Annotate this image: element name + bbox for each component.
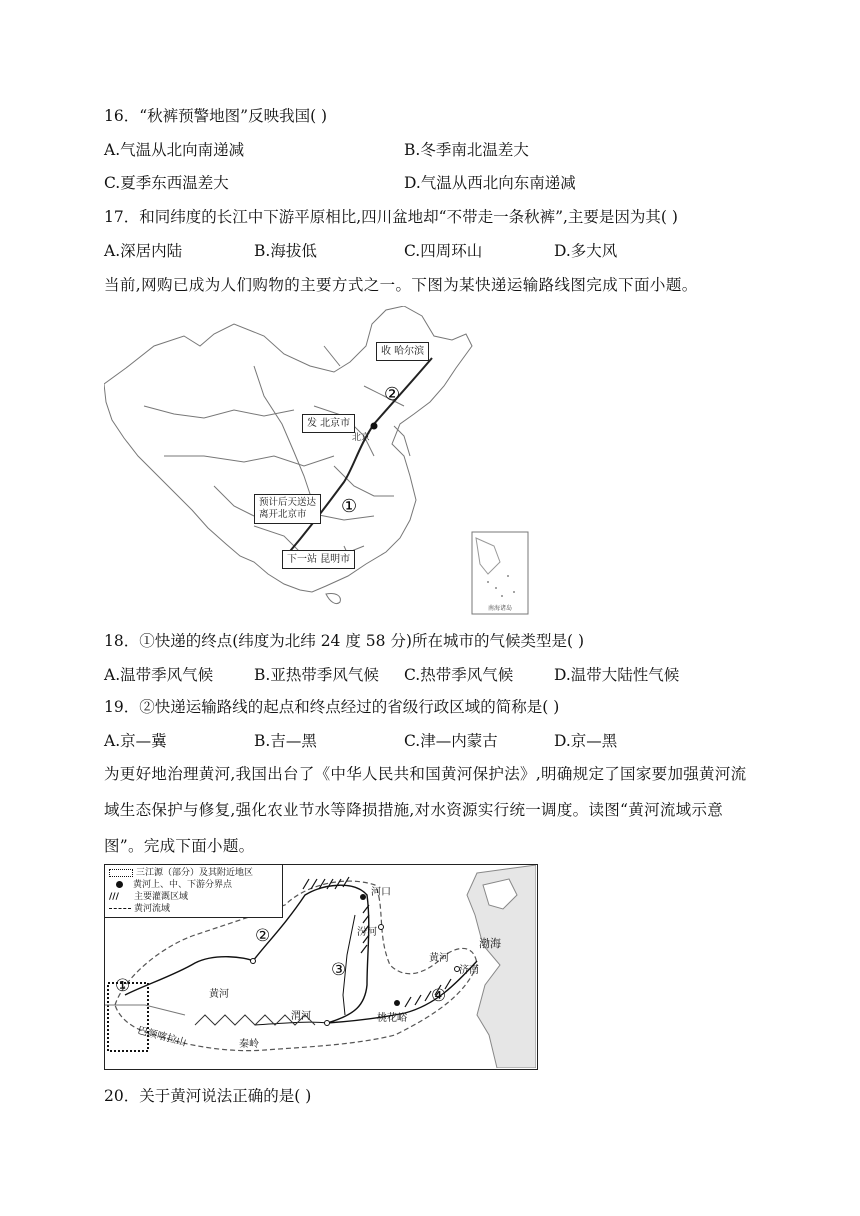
send-label: 发 北京市 (302, 414, 355, 433)
q19-option-c: C.津—内蒙古 (404, 732, 498, 750)
wei-river-label: 渭河 (291, 1011, 311, 1022)
q16-option-b: B.冬季南北温差大 (404, 141, 529, 159)
bayan-har-label: 巴颜喀拉山 (136, 1025, 188, 1049)
fen-river-label: 汾河 (357, 927, 377, 938)
q18-option-d: D.温带大陆性气候 (554, 666, 680, 684)
q16-option-d: D.气温从西北向东南递减 (404, 174, 576, 192)
q17-option-a: A.深居内陆 (104, 242, 183, 260)
yellow-river-west-label: 黄河 (209, 989, 229, 1000)
express-route-map (104, 306, 534, 616)
next-stop-label: 下一站 昆明市 (282, 550, 355, 569)
q18-option-b: B.亚热带季风气候 (254, 666, 379, 684)
wei-river-line (255, 1022, 327, 1025)
china-outline-map (104, 306, 534, 616)
hekou-label: 河口 (371, 887, 391, 898)
eta-label (254, 494, 321, 524)
q20-stem: 20．关于黄河说法正确的是( ) (104, 1087, 312, 1105)
region-marker-4: ④ (431, 986, 447, 1006)
legend-text-2: 主要灌溉区域 (134, 892, 189, 902)
eta-line-1: 预计后天送达 (259, 497, 317, 508)
express-route-line (286, 358, 432, 556)
map-legend (105, 865, 283, 918)
q17-option-d: D.多大风 (554, 242, 618, 260)
q17-option-c: C.四周环山 (404, 242, 483, 260)
region-marker-1: ① (115, 976, 131, 996)
intro-yellow-river: 为更好地治理黄河,我国出台了《中华人民共和国黄河保护法》,明确规定了国家要加强黄河流域生态保护与修复,强化农业节水等降损措施,对水资源实行统一调度。读图“黄河流域示意图”。完成下面小题。 (104, 765, 747, 855)
legend-text-3: 黄河流域 (134, 904, 171, 914)
q19-option-d: D.京—黑 (554, 732, 618, 750)
legend-dot-symbol (116, 881, 123, 888)
region-marker-2: ② (255, 926, 271, 946)
taohuayu-label: 桃花峪 (377, 1013, 407, 1024)
inset-label: 南海诸岛 (488, 605, 513, 612)
q16-option-a: A.气温从北向南递减 (104, 141, 245, 159)
q16-option-c: C.夏季东西温差大 (104, 174, 229, 192)
legend-dotted-box-symbol (109, 869, 133, 877)
region-marker-3: ③ (331, 960, 347, 980)
q17-stem: 17．和同纬度的长江中下游平原相比,四川盆地却“不带走一条秋裤”,主要是因为其( ) (104, 208, 678, 226)
q19-option-b: B.吉—黑 (254, 732, 317, 750)
q18-stem: 18．①快递的终点(纬度为北纬 24 度 58 分)所在城市的气候类型是( ) (104, 632, 584, 650)
legend-dashed-line-symbol (109, 908, 131, 909)
q18-option-c: C.热带季风气候 (404, 666, 514, 684)
route-marker-1: ① (341, 496, 358, 517)
q18-option-a: A.温带季风气候 (104, 666, 214, 684)
q16-stem: 16．“秋裤预警地图”反映我国( ) (104, 107, 328, 125)
q19-option-a: A.京—冀 (104, 732, 167, 750)
legend-text-1: 黄河上、中、下游分界点 (133, 880, 233, 890)
beijing-label: 北京 (352, 433, 371, 443)
receive-label: 收 哈尔滨 (376, 342, 429, 361)
beijing-point (371, 423, 378, 430)
q17-option-b: B.海拔低 (254, 242, 317, 260)
intro-express: 当前,网购已成为人们购物的主要方式之一。下图为某快递运输路线图完成下面小题。 (104, 276, 698, 294)
qinling-label: 秦岭 (239, 1039, 259, 1050)
taohuayu-point (394, 1000, 400, 1006)
jinan-label: 济南 (459, 965, 479, 976)
legend-irrigation (109, 891, 278, 903)
yellow-river-map (104, 864, 538, 1070)
legend-text-0: 三江源（部分）及其附近地区 (136, 868, 254, 878)
legend-sanjiangyuan (109, 867, 278, 879)
eta-line-2: 离开北京市 (259, 509, 307, 520)
legend-division-point (109, 879, 278, 891)
bohai-label: 渤海 (479, 937, 501, 950)
yellow-river-east-label: 黄河 (429, 953, 449, 964)
legend-basin (109, 903, 278, 915)
q19-stem: 19．②快递运输路线的起点和终点经过的省级行政区域的简称是( ) (104, 698, 560, 716)
south-china-sea-inset (472, 532, 528, 614)
legend-hatch-symbol: /// (109, 892, 119, 902)
hekou-point (360, 894, 366, 900)
route-marker-2: ② (384, 384, 401, 405)
